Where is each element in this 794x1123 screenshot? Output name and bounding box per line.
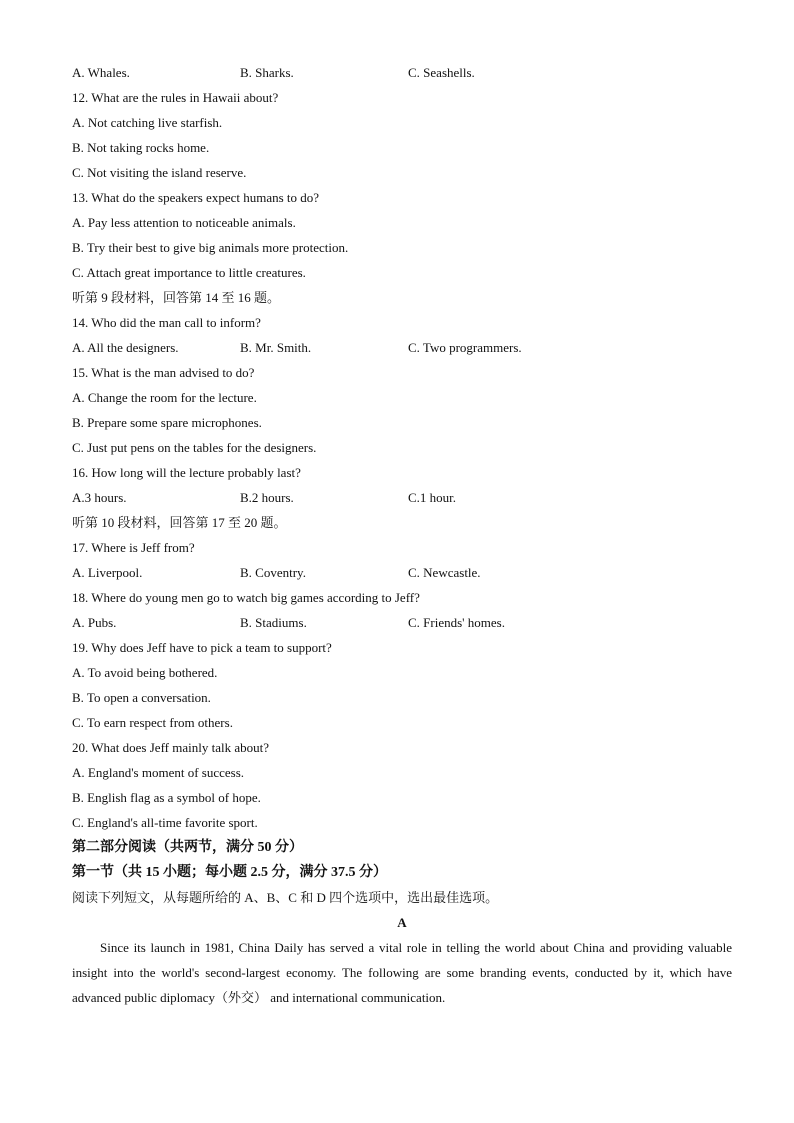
option-a: A.3 hours. <box>72 490 127 505</box>
option-c: C. To earn respect from others. <box>72 715 233 730</box>
option-a: A. All the designers. <box>72 340 179 355</box>
section-instruction-10: 听第 10 段材料，回答第 17 至 20 题。 <box>72 515 287 530</box>
q18-options <box>72 610 732 635</box>
option-c: C. Just put pens on the tables for the designers. <box>72 440 317 455</box>
question-19: 19. Why does Jeff have to pick a team to support? <box>72 640 332 655</box>
option-b: B. Stadiums. <box>240 615 307 630</box>
option-b: B. Not taking rocks home. <box>72 140 210 155</box>
option-c: C. Friends' homes. <box>408 615 505 630</box>
option-a: A. Pay less attention to noticeable animals. <box>72 215 296 230</box>
option-b: B.2 hours. <box>240 490 294 505</box>
question-20: 20. What does Jeff mainly talk about? <box>72 740 269 755</box>
section-heading: 第一节（共 15 小题；每小题 2.5 分，满分 37.5 分） <box>72 865 387 880</box>
option-c: C. Two programmers. <box>408 340 522 355</box>
option-b: B. Sharks. <box>240 65 294 80</box>
part-heading: 第二部分阅读（共两节，满分 50 分） <box>72 840 303 855</box>
section-instruction-9: 听第 9 段材料，回答第 14 至 16 题。 <box>72 290 281 305</box>
question-17: 17. Where is Jeff from? <box>72 540 195 555</box>
option-a: A. Change the room for the lecture. <box>72 390 257 405</box>
option-a: A. Not catching live starfish. <box>72 115 223 130</box>
question-14: 14. Who did the man call to inform? <box>72 315 261 330</box>
option-a: A. Pubs. <box>72 615 117 630</box>
option-a: A. England's moment of success. <box>72 765 245 780</box>
option-c: C. Newcastle. <box>408 565 481 580</box>
reading-instructions: 阅读下列短文，从每题所给的 A、B、C 和 D 四个选项中，选出最佳选项。 <box>72 890 499 905</box>
question-12: 12. What are the rules in Hawaii about? <box>72 90 279 105</box>
q14-options <box>72 335 732 360</box>
question-18: 18. Where do young men go to watch big games according to Jeff? <box>72 590 420 605</box>
option-c: C. Seashells. <box>408 65 475 80</box>
option-c: C. England's all-time favorite sport. <box>72 815 258 830</box>
passage-paragraph: Since its launch in 1981, China Daily has served a vital role in telling the world about China and providing valuable insight into the world's second-largest economy. The following are some branding events, conducted by it, which have advanced public diplomacy（外交） and international communication. <box>72 940 732 1005</box>
question-13: 13. What do the speakers expect humans to do? <box>72 190 320 205</box>
q17-options <box>72 560 732 585</box>
passage-label: A <box>397 915 407 930</box>
option-c: C.1 hour. <box>408 490 457 505</box>
question-16: 16. How long will the lecture probably last? <box>72 465 301 480</box>
option-a: A. Liverpool. <box>72 565 143 580</box>
option-c: C. Not visiting the island reserve. <box>72 165 247 180</box>
option-a: A. Whales. <box>72 65 130 80</box>
q16-options <box>72 485 732 510</box>
option-a: A. To avoid being bothered. <box>72 665 218 680</box>
option-b: B. Try their best to give big animals more protection. <box>72 240 349 255</box>
option-b: B. Prepare some spare microphones. <box>72 415 262 430</box>
option-b: B. Mr. Smith. <box>240 340 312 355</box>
q11-options <box>72 60 732 85</box>
option-b: B. To open a conversation. <box>72 690 211 705</box>
option-b: B. English flag as a symbol of hope. <box>72 790 261 805</box>
exam-page <box>72 60 732 1010</box>
option-c: C. Attach great importance to little creatures. <box>72 265 306 280</box>
question-15: 15. What is the man advised to do? <box>72 365 255 380</box>
option-b: B. Coventry. <box>240 565 306 580</box>
